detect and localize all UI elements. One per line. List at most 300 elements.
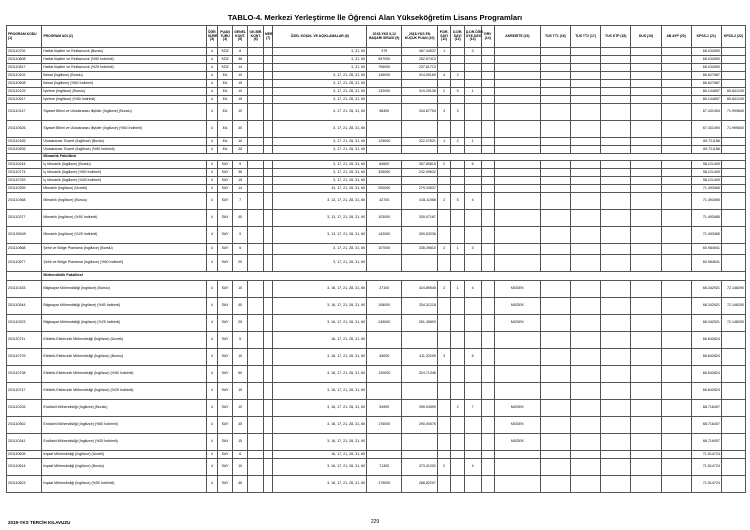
table-row — [7, 255, 746, 272]
table-cell — [570, 417, 600, 434]
table-cell: 252,57413 — [402, 56, 437, 64]
table-cell — [631, 121, 661, 138]
table-cell: 66.642824 — [691, 349, 721, 366]
table-cell — [248, 332, 264, 349]
table-cell — [540, 185, 570, 193]
table-cell — [451, 349, 465, 366]
table-cell: 424,89545 — [402, 281, 437, 298]
table-cell: 3, 16, 17, 21, 28, 31, 60 — [273, 349, 367, 366]
table-cell: 5 — [464, 349, 481, 366]
table-cell — [367, 121, 402, 138]
table-cell — [437, 210, 451, 227]
table-cell — [721, 138, 745, 146]
table-cell: 68.342921 — [691, 281, 721, 298]
table-row — [7, 193, 746, 210]
table-cell — [248, 227, 264, 244]
table-cell — [601, 417, 631, 434]
table-cell — [248, 459, 264, 476]
table-cell: 200000 — [367, 185, 402, 193]
table-cell: SAY — [218, 349, 233, 366]
table-cell: 10 — [232, 349, 248, 366]
table-cell: Mimarlık (İngilizce) (Burslu) — [42, 193, 206, 210]
table-cell — [437, 366, 451, 383]
table-row — [7, 451, 746, 459]
table-cell: 45000 — [367, 349, 402, 366]
table-cell — [540, 434, 570, 451]
table-row — [7, 177, 746, 185]
table-cell — [248, 185, 264, 193]
table-cell — [721, 146, 745, 154]
table-cell — [367, 146, 402, 154]
table-cell: 2 — [437, 281, 451, 298]
table-cell — [721, 244, 745, 255]
table-cell: 15 — [232, 96, 248, 104]
table-cell — [570, 161, 600, 169]
table-cell — [631, 434, 661, 451]
table-cell — [495, 210, 541, 227]
table-cell — [631, 451, 661, 459]
table-cell: SAY — [218, 434, 233, 451]
table-cell — [631, 193, 661, 210]
table-cell: 10 — [232, 104, 248, 121]
table-row — [7, 476, 746, 493]
table-cell: 4 — [206, 476, 217, 493]
table-cell: 65.721166 — [691, 138, 721, 146]
table-cell: 3, 13, 17, 21, 28, 31, 60 — [273, 210, 367, 227]
table-cell: 201110623 — [7, 476, 42, 493]
table-cell — [540, 177, 570, 185]
table-cell — [661, 177, 691, 185]
table-cell: İnşaat Mühendisliği (İngilizce) (Burslu) — [42, 459, 206, 476]
table-cell — [570, 48, 600, 56]
table-cell: Halkla İlişkiler ve Reklamcılık (%50 İndirimli) — [42, 56, 206, 64]
table-cell: 3 — [464, 244, 481, 255]
table-cell — [631, 400, 661, 417]
table-row — [7, 332, 746, 349]
table-cell: 201110244 — [7, 161, 42, 169]
table-cell: 132000 — [367, 88, 402, 96]
table-cell — [631, 298, 661, 315]
table-cell: 108000 — [367, 298, 402, 315]
table-cell — [661, 349, 691, 366]
table-cell — [451, 121, 465, 138]
table-cell: 357,80815 — [402, 161, 437, 169]
table-cell — [661, 366, 691, 383]
table-cell: 2 — [437, 161, 451, 169]
table-cell — [631, 80, 661, 88]
table-cell: 201110614 — [7, 459, 42, 476]
table-cell: 411,32209 — [402, 349, 437, 366]
table-cell: 201110526 — [7, 121, 42, 138]
table-cell: 66.642824 — [691, 366, 721, 383]
table-cell — [481, 72, 495, 80]
table-cell — [248, 255, 264, 272]
table-cell — [248, 146, 264, 154]
table-cell — [481, 169, 495, 177]
table-cell — [481, 298, 495, 315]
table-cell: 3, 16, 17, 21, 28, 31, 60 — [273, 298, 367, 315]
table-cell — [601, 177, 631, 185]
table-cell — [661, 161, 691, 169]
table-cell — [601, 210, 631, 227]
table-cell — [495, 104, 541, 121]
table-cell: 71.493465 — [691, 227, 721, 244]
table-cell: 201110562 — [7, 417, 42, 434]
table-cell — [464, 366, 481, 383]
table-cell — [540, 121, 570, 138]
table-cell — [481, 244, 495, 255]
table-cell: Endüstri Mühendisliği (İngilizce) (%25 İndirimli) — [42, 434, 206, 451]
table-cell — [264, 244, 273, 255]
table-cell — [248, 417, 264, 434]
table-cell: 103000 — [367, 210, 402, 227]
table-cell: 2 — [451, 72, 465, 80]
table-cell: 9 — [232, 161, 248, 169]
table-cell: SÖZ — [218, 56, 233, 64]
table-cell — [540, 244, 570, 255]
table-cell: Siyaset Bilimi ve Uluslararası İlişkiler (İngilizce) (Burslu) — [42, 104, 206, 121]
table-cell — [540, 146, 570, 154]
table-cell — [661, 121, 691, 138]
table-cell: İktisat (İngilizce) (%50 İndirimli) — [42, 80, 206, 88]
table-cell: 66.642824 — [691, 332, 721, 349]
table-cell — [540, 281, 570, 298]
table-cell: 249000 — [367, 315, 402, 332]
table-cell: 3, 17, 21, 28, 31, 60 — [273, 177, 367, 185]
table-cell — [540, 255, 570, 272]
table-cell — [495, 193, 541, 210]
table-row — [7, 227, 746, 244]
table-cell — [661, 298, 691, 315]
table-cell — [540, 161, 570, 169]
column-header: TUS TT1 (16) — [540, 26, 570, 48]
table-cell: 4 — [206, 161, 217, 169]
table-cell — [631, 227, 661, 244]
table-cell: 20 — [232, 255, 248, 272]
table-cell — [661, 332, 691, 349]
table-cell: 66.627687 — [691, 80, 721, 88]
table-cell — [7, 272, 42, 281]
table-cell — [601, 459, 631, 476]
table-cell: 4 — [206, 121, 217, 138]
table-cell — [264, 72, 273, 80]
table-cell — [495, 64, 541, 72]
table-cell — [540, 96, 570, 104]
table-cell — [451, 56, 465, 64]
table-cell: 107000 — [367, 244, 402, 255]
table-row — [7, 185, 746, 193]
table-cell — [481, 315, 495, 332]
table-cell: 72.148290 — [721, 315, 745, 332]
table-cell — [570, 244, 600, 255]
table-cell: 16, 17, 21, 28, 31, 60 — [273, 332, 367, 349]
table-cell — [451, 169, 465, 177]
table-cell — [264, 459, 273, 476]
table-cell — [495, 383, 541, 400]
table-cell — [495, 332, 541, 349]
table-cell — [264, 451, 273, 459]
table-cell — [481, 349, 495, 366]
table-cell: Mimarlık (İngilizce) (Ücretli) — [42, 185, 206, 193]
table-cell: 4 — [206, 80, 217, 88]
table-cell: 67.431494 — [691, 104, 721, 121]
table-cell: 4 — [206, 138, 217, 146]
faculty-name: Mühendislik Fakültesi — [42, 272, 746, 281]
table-cell: 1 — [464, 138, 481, 146]
table-cell: 54900 — [367, 400, 402, 417]
table-cell: 339,07167 — [402, 210, 437, 227]
table-cell — [481, 417, 495, 434]
table-cell: 4 — [206, 244, 217, 255]
table-cell: 201110738 — [7, 366, 42, 383]
table-cell: 4 — [206, 56, 217, 64]
table-cell: 242,09632 — [402, 169, 437, 177]
table-cell: 2 — [451, 400, 465, 417]
table-cell — [248, 434, 264, 451]
table-cell: 3, 16, 17, 21, 28, 31, 60 — [273, 383, 367, 400]
table-cell — [264, 255, 273, 272]
table-cell: 15 — [232, 383, 248, 400]
table-cell — [437, 56, 451, 64]
table-cell — [464, 451, 481, 459]
table-cell — [721, 227, 745, 244]
table-cell: EA — [218, 146, 233, 154]
table-cell — [631, 161, 661, 169]
table-cell: 10 — [232, 400, 248, 417]
table-cell: 145000 — [367, 72, 402, 80]
table-cell: 71.514724 — [691, 459, 721, 476]
table-cell — [721, 255, 745, 272]
table-cell: SAY — [218, 476, 233, 493]
table-cell: MÜDEK — [495, 434, 541, 451]
table-cell: SAY — [218, 332, 233, 349]
table-cell — [481, 227, 495, 244]
table-cell: MÜDEK — [495, 417, 541, 434]
column-header: AKREDİTE (15) — [495, 26, 541, 48]
table-cell — [402, 451, 437, 459]
table-cell: 179000 — [367, 476, 402, 493]
table-cell — [631, 48, 661, 56]
table-cell — [540, 383, 570, 400]
table-cell — [601, 451, 631, 459]
table-cell: 326000 — [367, 169, 402, 177]
table-cell — [402, 255, 437, 272]
table-cell — [451, 80, 465, 88]
table-cell: 71.493465 — [691, 185, 721, 193]
table-cell: 71300 — [367, 459, 402, 476]
table-cell — [631, 56, 661, 64]
table-cell — [264, 48, 273, 56]
table-cell — [495, 177, 541, 185]
table-cell: 288,82207 — [402, 476, 437, 493]
table-cell — [437, 332, 451, 349]
table-cell — [437, 298, 451, 315]
table-cell — [437, 383, 451, 400]
table-cell: EA — [218, 80, 233, 88]
table-cell — [631, 177, 661, 185]
table-cell: 71.514724 — [691, 451, 721, 459]
table-cell: 4 — [206, 332, 217, 349]
table-cell: 201110508 — [7, 80, 42, 88]
table-cell — [570, 72, 600, 80]
table-cell — [481, 476, 495, 493]
table-cell: 201110102 — [7, 72, 42, 80]
table-cell — [721, 193, 745, 210]
table-cell: 58.121409 — [691, 177, 721, 185]
table-cell: 2 — [437, 193, 451, 210]
table-cell: 10 — [232, 281, 248, 298]
table-cell — [437, 417, 451, 434]
table-cell — [570, 476, 600, 493]
table-cell: 3, 17, 21, 28, 31, 60 — [273, 104, 367, 121]
table-cell — [481, 210, 495, 227]
table-cell — [481, 255, 495, 272]
column-header: D.DR.ÖĞR. ÜYE.SAYI (13) — [464, 26, 481, 48]
table-cell: 37100 — [367, 281, 402, 298]
column-header: OK.BİR. KONT. (6) — [248, 26, 264, 48]
table-cell — [570, 210, 600, 227]
table-cell — [451, 177, 465, 185]
table-row — [7, 298, 746, 315]
table-cell: 5 — [451, 88, 465, 96]
table-cell — [540, 400, 570, 417]
table-cell — [495, 366, 541, 383]
table-cell: 36 — [232, 56, 248, 64]
table-cell: 322,07621 — [402, 138, 437, 146]
table-cell: 71.514724 — [691, 476, 721, 493]
table-row — [7, 96, 746, 104]
table-row — [7, 88, 746, 96]
table-cell — [601, 349, 631, 366]
table-cell — [248, 104, 264, 121]
table-cell — [464, 210, 481, 227]
table-cell: SAY — [218, 451, 233, 459]
table-cell — [601, 56, 631, 64]
table-cell — [264, 56, 273, 64]
table-cell — [437, 255, 451, 272]
table-cell — [570, 88, 600, 96]
table-cell — [570, 459, 600, 476]
table-cell: Siyaset Bilimi ve Uluslararası İlişkiler (İngilizce) (%50 İndirimli) — [42, 121, 206, 138]
table-body — [7, 48, 746, 493]
table-row — [7, 64, 746, 72]
table-cell — [570, 121, 600, 138]
table-cell — [437, 121, 451, 138]
table-row — [7, 383, 746, 400]
table-cell: SAY — [218, 459, 233, 476]
table-cell — [264, 476, 273, 493]
table-cell: 334,31218 — [402, 298, 437, 315]
table-cell: 14 — [232, 64, 248, 72]
table-cell — [601, 193, 631, 210]
table-cell — [402, 146, 437, 154]
table-cell — [570, 138, 600, 146]
table-cell — [481, 146, 495, 154]
table-cell: 3, 17, 21, 28, 31, 60 — [273, 72, 367, 80]
table-row — [7, 56, 746, 64]
table-cell — [481, 104, 495, 121]
table-cell: 237,81713 — [402, 64, 437, 72]
table-cell — [495, 459, 541, 476]
faculty-name: Mimarlık Fakültesi — [42, 154, 746, 161]
table-cell: 201110535 — [7, 146, 42, 154]
column-header: AB AYP (20) — [661, 26, 691, 48]
faculty-header-row — [7, 272, 746, 281]
table-cell: 4 — [464, 459, 481, 476]
table-cell — [540, 227, 570, 244]
table-cell: İnşaat Mühendisliği (İngilizce) (%50 İndirimli) — [42, 476, 206, 493]
table-cell — [464, 72, 481, 80]
programs-table — [6, 25, 746, 493]
table-cell — [495, 161, 541, 169]
table-cell: 201110226 — [7, 400, 42, 417]
table-cell — [631, 72, 661, 80]
table-row — [7, 315, 746, 332]
table-cell — [540, 80, 570, 88]
table-cell: SAY — [218, 400, 233, 417]
table-cell: 4 — [206, 298, 217, 315]
table-cell — [495, 146, 541, 154]
table-cell: 25 — [232, 315, 248, 332]
table-cell — [495, 227, 541, 244]
table-cell — [7, 154, 42, 161]
table-cell — [464, 104, 481, 121]
table-cell — [601, 146, 631, 154]
table-row — [7, 48, 746, 56]
table-cell — [661, 476, 691, 493]
table-cell: 2 — [437, 244, 451, 255]
table-cell: 71.493465 — [691, 193, 721, 210]
table-cell: 68.032890 — [691, 64, 721, 72]
table-cell — [540, 210, 570, 227]
table-cell: 176000 — [367, 417, 402, 434]
table-cell — [248, 281, 264, 298]
table-cell — [264, 315, 273, 332]
table-cell — [721, 332, 745, 349]
column-header: ÖZEL KOŞUL VE AÇIKLAMALAR (8) — [273, 26, 367, 48]
table-cell: 4 — [206, 281, 217, 298]
table-header-row — [7, 26, 746, 48]
table-cell: 201110323 — [7, 315, 42, 332]
table-cell — [248, 96, 264, 104]
table-cell — [464, 476, 481, 493]
table-cell — [721, 161, 745, 169]
table-cell — [495, 56, 541, 64]
table-cell — [264, 96, 273, 104]
table-cell — [495, 244, 541, 255]
table-cell: 4 — [206, 227, 217, 244]
table-cell — [570, 64, 600, 72]
table-cell: 290,00076 — [402, 417, 437, 434]
table-cell — [540, 138, 570, 146]
table-cell — [451, 161, 465, 169]
table-cell: 65.841240 — [721, 88, 745, 96]
table-cell — [631, 459, 661, 476]
table-cell — [481, 281, 495, 298]
table-cell: 9 — [232, 227, 248, 244]
table-cell — [248, 451, 264, 459]
page-title: TABLO-4. Merkezi Yerleştirme İle Öğrenci Alan Yükseköğretim Lisans Programları — [227, 13, 523, 22]
column-header: KPSS-2 (22) — [721, 26, 745, 48]
table-cell — [481, 56, 495, 64]
table-cell: SAY — [218, 161, 233, 169]
table-cell — [402, 332, 437, 349]
table-cell — [437, 476, 451, 493]
table-cell: Uluslararası Ticaret (İngilizce) (%50 İndirimli) — [42, 146, 206, 154]
table-cell: İşletme (İngilizce) (Burslu) — [42, 88, 206, 96]
table-cell: SAY — [218, 227, 233, 244]
table-cell: 1 — [437, 138, 451, 146]
